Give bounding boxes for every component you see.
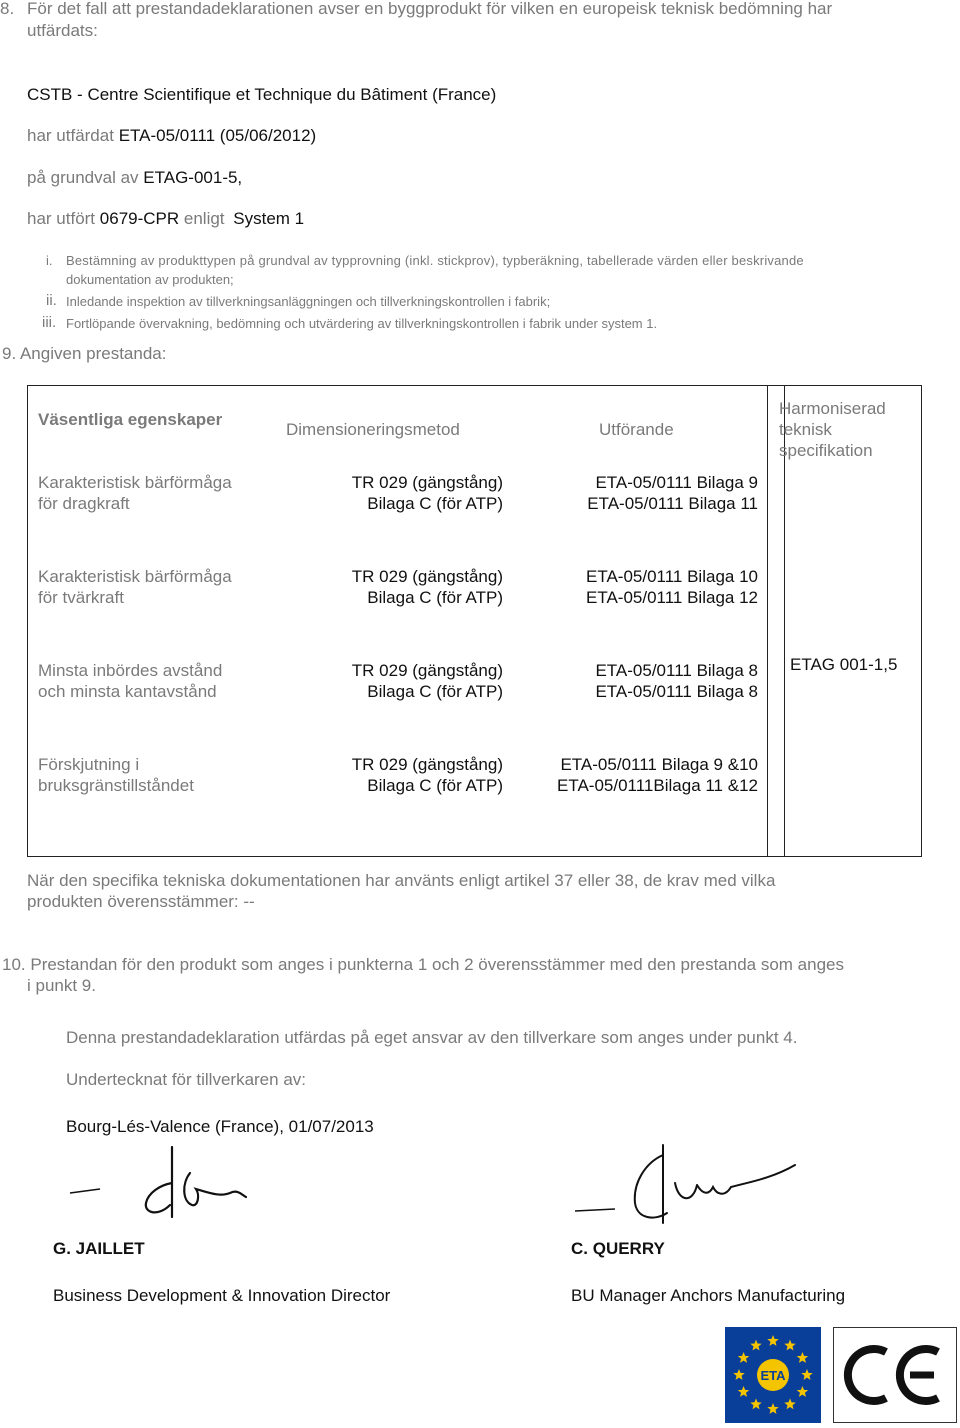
basis-line xyxy=(27,168,242,188)
row-performance-line2: ETA-05/0111 Bilaga 11 xyxy=(587,494,758,513)
header-performance: Utförande xyxy=(599,420,674,439)
row-performance-line1: ETA-05/0111 Bilaga 8 xyxy=(595,661,758,680)
note-line1: När den specifika tekniska dokumentationen har använts enligt artikel 37 eller 38, de krav med vilka xyxy=(27,871,776,890)
row-method-line2: Bilaga C (för ATP) xyxy=(367,588,503,607)
row-characteristic-line2: och minsta kantavstånd xyxy=(38,682,217,701)
item-ii-marker: ii. xyxy=(46,292,57,309)
eta-star xyxy=(767,1335,778,1346)
row-method-line2: Bilaga C (för ATP) xyxy=(367,682,503,701)
place-date: Bourg-Lés-Valence (France), 01/07/2013 xyxy=(66,1117,374,1136)
row-performance-line2: ETA-05/0111 Bilaga 8 xyxy=(595,682,758,701)
eta-star xyxy=(750,1398,761,1409)
row-characteristic-line2: för tvärkraft xyxy=(38,588,124,607)
ce-mark-icon xyxy=(834,1328,956,1422)
row-method-line2: Bilaga C (för ATP) xyxy=(367,494,503,513)
row-performance-line1: ETA-05/0111 Bilaga 9 xyxy=(595,473,758,492)
assessment-body-name: CSTB - Centre Scientifique et Technique du Bâtiment (France) xyxy=(27,85,497,104)
note-line2: produkten överensstämmer: -- xyxy=(27,892,255,911)
spec-value: ETAG 001-1,5 xyxy=(790,655,898,674)
eta-star xyxy=(738,1352,750,1363)
item-iii-marker: iii. xyxy=(42,314,57,331)
eta-star xyxy=(750,1340,761,1351)
eta-star xyxy=(733,1369,744,1380)
eta-star xyxy=(797,1352,809,1363)
row-method-line1: TR 029 (gängstång) xyxy=(351,567,503,586)
eta-logo-text: ETA xyxy=(760,1368,786,1383)
item-i-line2: dokumentation av produkten; xyxy=(66,272,234,287)
performed-system: System 1 xyxy=(233,209,305,228)
header-spec-line3: specifikation xyxy=(779,441,873,460)
row-method-line1: TR 029 (gängstång) xyxy=(351,755,503,774)
performed-value: 0679-CPR xyxy=(99,209,180,228)
signatory-1-title: Business Development & Innovation Director xyxy=(53,1286,391,1305)
header-spec-line1: Harmoniserad xyxy=(779,399,886,418)
header-method: Dimensioneringsmetod xyxy=(286,420,460,439)
issued-value: ETA-05/0111 (05/06/2012) xyxy=(118,126,317,145)
row-method-line2: Bilaga C (för ATP) xyxy=(367,776,503,795)
row-method-line1: TR 029 (gängstång) xyxy=(351,473,503,492)
row-performance-line2: ETA-05/0111 Bilaga 12 xyxy=(585,588,758,607)
row-method-line1: TR 029 (gängstång) xyxy=(351,661,503,680)
signatory-2-name: C. QUERRY xyxy=(571,1239,665,1258)
row-performance-line1: ETA-05/0111 Bilaga 10 xyxy=(585,567,758,586)
section-8-number: 8. xyxy=(0,0,15,18)
row-performance-line1: ETA-05/0111 Bilaga 9 &10 xyxy=(560,755,758,774)
section-9-heading: 9. Angiven prestanda: xyxy=(2,344,167,363)
row-characteristic-line1: Karakteristisk bärförmåga xyxy=(38,473,232,492)
performed-line xyxy=(27,209,304,229)
basis-value: ETAG-001-5, xyxy=(143,168,243,187)
eta-star xyxy=(801,1369,812,1380)
issued-prefix: har utfärdat xyxy=(27,126,114,145)
signature-querry xyxy=(575,1143,835,1228)
section-8-intro-line2: utfärdats: xyxy=(27,21,98,40)
row-characteristic-line2: för dragkraft xyxy=(38,494,130,513)
performed-mid: enligt xyxy=(183,209,225,228)
eta-star xyxy=(767,1403,778,1414)
item-iii-line1: Fortlöpande övervakning, bedömning och utvärdering av tillverkningskontrollen i fabrik under system 1. xyxy=(66,316,658,331)
eta-star xyxy=(797,1386,809,1397)
eta-stars-icon xyxy=(725,1327,821,1423)
header-characteristics: Väsentliga egenskaper xyxy=(38,410,223,429)
issued-line xyxy=(27,126,316,146)
signatory-2-title: BU Manager Anchors Manufacturing xyxy=(571,1286,846,1305)
performed-prefix: har utfört xyxy=(27,209,96,228)
section-10-line2: i punkt 9. xyxy=(27,976,96,995)
section-8-intro-line1: För det fall att prestandadeklarationen avser en byggprodukt för vilken en europeisk teknisk bedömning har xyxy=(27,0,833,18)
section-10-line1: 10. Prestandan för den produkt som anges i punkterna 1 och 2 överensstämmer med den prestanda som anges xyxy=(2,955,844,974)
row-characteristic-line1: Karakteristisk bärförmåga xyxy=(38,567,232,586)
item-i-marker: i. xyxy=(46,253,53,268)
signatory-1-name: G. JAILLET xyxy=(53,1239,145,1258)
basis-prefix: på grundval av xyxy=(27,168,139,187)
eta-star xyxy=(738,1386,750,1397)
performance-table xyxy=(27,385,922,857)
spec-column-divider xyxy=(767,386,768,856)
row-characteristic-line2: bruksgränstillståndet xyxy=(38,776,194,795)
item-i-line1: Bestämning av produkttypen på grundval av typprovning (inkl. stickprov), typberäkning, tabellerade värden eller beskrivande xyxy=(66,253,804,268)
header-spec-line2: teknisk xyxy=(779,420,832,439)
signed-for-label: Undertecknat för tillverkaren av: xyxy=(66,1070,306,1089)
row-characteristic-line1: Förskjutning i xyxy=(38,755,140,774)
eta-logo xyxy=(725,1327,821,1423)
eta-star xyxy=(784,1340,795,1351)
signature-jaillet xyxy=(60,1143,270,1228)
item-ii-line1: Inledande inspektion av tillverkningsanläggningen och tillverkningskontrollen i fabrik; xyxy=(66,294,551,309)
eta-star xyxy=(784,1398,795,1409)
ce-mark-logo xyxy=(833,1327,957,1423)
row-performance-line2: ETA-05/0111Bilaga 11 &12 xyxy=(557,776,758,795)
responsibility-statement: Denna prestandadeklaration utfärdas på eget ansvar av den tillverkare som anges under punkt 4. xyxy=(66,1028,798,1047)
row-characteristic-line1: Minsta inbördes avstånd xyxy=(38,661,223,680)
